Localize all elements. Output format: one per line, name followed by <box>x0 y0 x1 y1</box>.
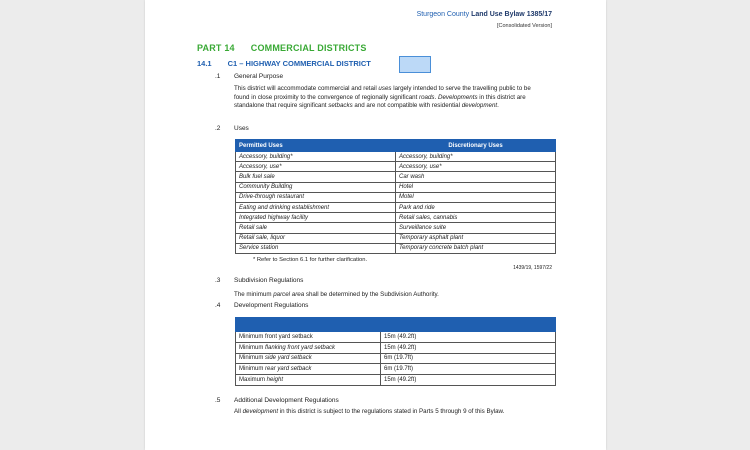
uses-table-row <box>236 243 556 253</box>
uses-table-row <box>236 233 556 243</box>
dev-table-row <box>236 342 556 353</box>
development-regulations-table <box>235 317 556 386</box>
subsection-1-number: .1 <box>215 73 221 80</box>
section-heading <box>197 59 371 68</box>
header-version: [Consolidated Version] <box>496 23 552 29</box>
dev-table-header-1 <box>236 318 381 332</box>
uses-table-row <box>236 182 556 192</box>
dev-table-body <box>236 332 556 386</box>
discretionary-use-cell: Surveillance suite <box>396 223 556 233</box>
permitted-use-cell: Retail sale <box>236 223 396 233</box>
regulation-label-cell: Minimum side yard setback <box>236 353 381 364</box>
additional-regulations-text: All development in this district is subject to the regulations stated in Parts 5 through 9 of this Bylaw. <box>234 408 505 415</box>
discretionary-use-cell: Retail sales, cannabis <box>396 213 556 223</box>
uses-table <box>235 139 556 254</box>
uses-table-row <box>236 172 556 182</box>
uses-table-body <box>236 152 556 254</box>
subsection-5-number: .5 <box>215 397 221 404</box>
subsection-3-number: .3 <box>215 277 221 284</box>
dev-table-row <box>236 375 556 386</box>
part-number: PART 14 <box>197 43 235 53</box>
header-org: Sturgeon County <box>416 11 470 18</box>
subsection-1-label: General Purpose <box>234 73 284 80</box>
discretionary-use-cell: Temporary concrete batch plant <box>396 243 556 253</box>
subdivision-text: The minimum parcel area shall be determined by the Subdivision Authority. <box>234 291 439 298</box>
permitted-use-cell: Retail sale, liquor <box>236 233 396 243</box>
discretionary-use-cell: Car wash <box>396 172 556 182</box>
discretionary-use-cell: Hotel <box>396 182 556 192</box>
permitted-uses-header: Permitted Uses <box>236 140 396 152</box>
dev-table-row <box>236 332 556 343</box>
subsection-2-label: Uses <box>234 125 249 132</box>
discretionary-use-cell: Park and ride <box>396 202 556 212</box>
permitted-use-cell: Integrated highway facility <box>236 213 396 223</box>
permitted-use-cell: Community Building <box>236 182 396 192</box>
header-bylaw: Land Use Bylaw 1385/17 <box>471 11 552 18</box>
subsection-3-label: Subdivision Regulations <box>234 277 304 284</box>
dev-table-row <box>236 364 556 375</box>
regulation-label-cell: Minimum flanking front yard setback <box>236 342 381 353</box>
regulation-label-cell: Minimum rear yard setback <box>236 364 381 375</box>
permitted-use-cell: Eating and drinking establishment <box>236 202 396 212</box>
section-highlight-box <box>399 56 431 73</box>
part-heading <box>197 43 367 53</box>
subsection-5-label: Additional Development Regulations <box>234 397 339 404</box>
section-title: C1 – HIGHWAY COMMERCIAL DISTRICT <box>227 59 371 68</box>
permitted-use-cell: Drive-through restaurant <box>236 192 396 202</box>
document-header <box>417 11 552 18</box>
document-page <box>145 0 606 450</box>
part-title: COMMERCIAL DISTRICTS <box>250 43 367 53</box>
permitted-use-cell: Accessory, use* <box>236 162 396 172</box>
discretionary-use-cell: Accessory, building* <box>396 152 556 162</box>
regulation-label-cell: Minimum front yard setback <box>236 332 381 343</box>
uses-table-row <box>236 192 556 202</box>
dev-table-row <box>236 353 556 364</box>
amendment-reference: 1439/19, 1597/22 <box>513 265 552 271</box>
regulation-value-cell: 15m (49.2ft) <box>381 375 556 386</box>
discretionary-uses-header: Discretionary Uses <box>396 140 556 152</box>
general-purpose-text: This district will accommodate commercial and retail uses largely intended to serve the travelling public to be found in close proximity to the convergence of regionally significant roads. Developments in this district are standalone that require significant setbacks and are not compatible with residential development. <box>234 85 531 110</box>
discretionary-use-cell: Accessory, use* <box>396 162 556 172</box>
permitted-use-cell: Bulk fuel sale <box>236 172 396 182</box>
section-number: 14.1 <box>197 59 212 68</box>
uses-table-row <box>236 213 556 223</box>
subsection-4-label: Development Regulations <box>234 302 309 309</box>
uses-table-row <box>236 152 556 162</box>
uses-table-row <box>236 162 556 172</box>
permitted-use-cell: Service station <box>236 243 396 253</box>
regulation-label-cell: Maximum height <box>236 375 381 386</box>
subsection-2-number: .2 <box>215 125 221 132</box>
uses-table-row <box>236 223 556 233</box>
permitted-use-cell: Accessory, building* <box>236 152 396 162</box>
dev-table-header-2 <box>381 318 556 332</box>
discretionary-use-cell: Motel <box>396 192 556 202</box>
discretionary-use-cell: Temporary asphalt plant <box>396 233 556 243</box>
regulation-value-cell: 6m (19.7ft) <box>381 364 556 375</box>
uses-table-row <box>236 202 556 212</box>
regulation-value-cell: 6m (19.7ft) <box>381 353 556 364</box>
regulation-value-cell: 15m (49.2ft) <box>381 332 556 343</box>
regulation-value-cell: 15m (49.2ft) <box>381 342 556 353</box>
uses-footnote: * Refer to Section 6.1 for further clarification. <box>253 257 368 263</box>
subsection-4-number: .4 <box>215 302 221 309</box>
